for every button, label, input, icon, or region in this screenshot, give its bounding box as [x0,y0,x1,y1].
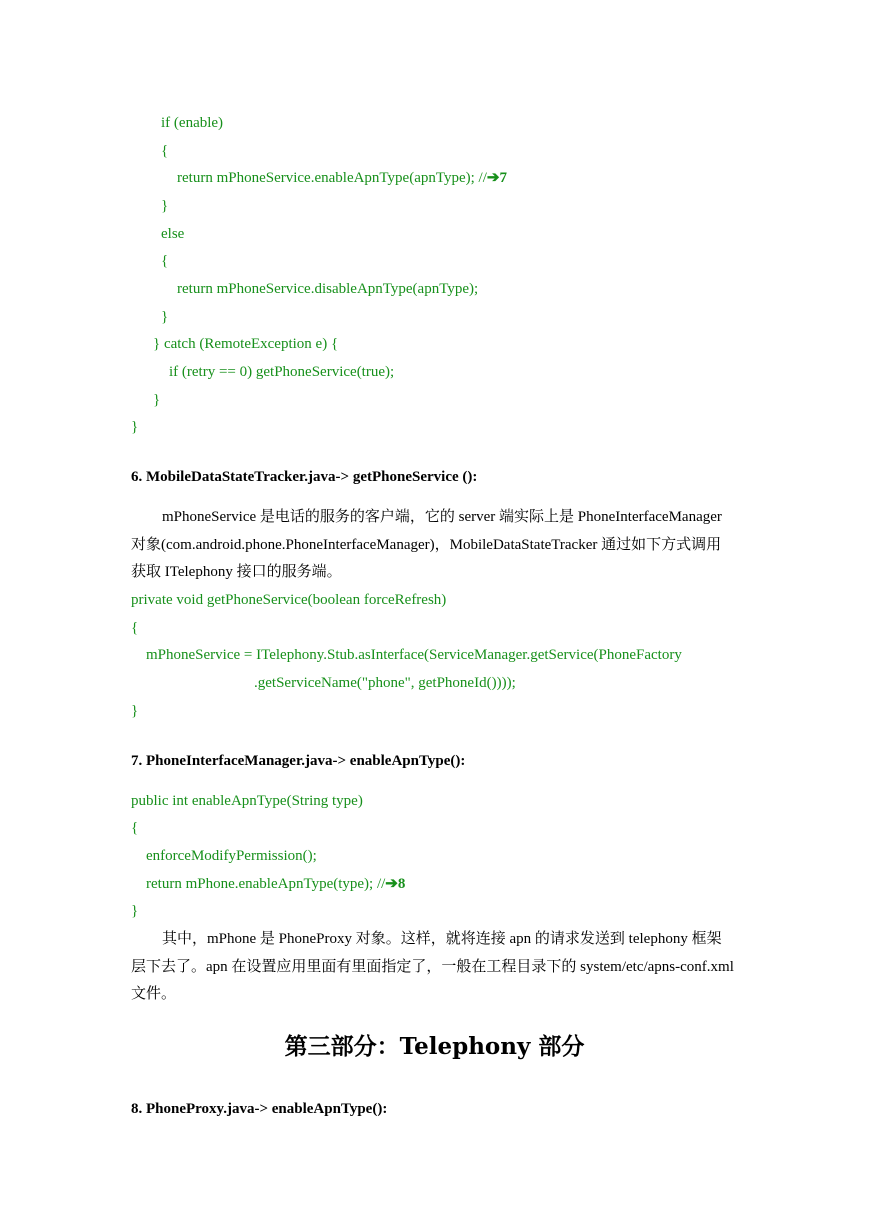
paragraph-line: 层下去了。apn 在设置应用里面有里面指定了，一般在工程目录下的 system/etc/apns-conf.xml [131,959,734,975]
paragraph-line: 获取 ITelephony 接口的服务端。 [131,564,342,580]
arrow-reference: ➔8 [385,876,406,892]
code-line: mPhoneService = ITelephony.Stub.asInterface(ServiceManager.getService(PhoneFactory [146,647,682,663]
code-line: .getServiceName("phone", getPhoneId()))); [254,675,516,691]
part-title: 第三部分：Telephony 部分 [284,1033,585,1060]
code-line: enforceModifyPermission(); [146,848,317,864]
code-line [146,874,405,894]
code-line: if (enable) [161,115,224,131]
paragraph-line: mPhoneService 是电话的服务的客户端，它的 server 端实际上是 PhoneInterfaceManager [162,509,722,525]
code-line: if (retry == 0) getPhoneService(true); [169,364,395,380]
section-heading: 7. PhoneInterfaceManager.java-> enableApnType(): [131,753,466,769]
code-text: return mPhone.enableApnType(type); // [146,876,386,892]
code-line: } [131,703,139,719]
paragraph-line: 其中，mPhone 是 PhoneProxy 对象。这样，就将连接 apn 的请求发送到 telephony 框架 [162,931,722,947]
code-line: else [161,226,185,242]
code-line: } [131,903,139,919]
section-heading: 8. PhoneProxy.java-> enableApnType(): [131,1101,388,1117]
code-line: public int enableApnType(String type) [131,793,363,809]
code-line: return mPhoneService.disableApnType(apnType); [177,281,479,297]
section-heading: 6. MobileDataStateTracker.java-> getPhoneService (): [131,469,478,485]
code-line: { [131,620,139,636]
code-line: } catch (RemoteException e) { [153,336,339,352]
code-line: private void getPhoneService(boolean forceRefresh) [131,592,447,608]
code-line: } [153,392,161,408]
paragraph-line: 对象(com.android.phone.PhoneInterfaceManager)，MobileDataStateTracker 通过如下方式调用 [131,537,722,553]
code-line [177,168,507,188]
code-line: { [131,820,139,836]
code-line: } [131,419,139,435]
code-line: } [161,198,169,214]
paragraph-line: 文件。 [131,986,177,1002]
code-line: { [161,253,169,269]
code-line: { [161,143,169,159]
arrow-reference: ➔7 [486,170,507,186]
code-line: } [161,309,169,325]
code-text: return mPhoneService.enableApnType(apnType); // [177,170,487,186]
